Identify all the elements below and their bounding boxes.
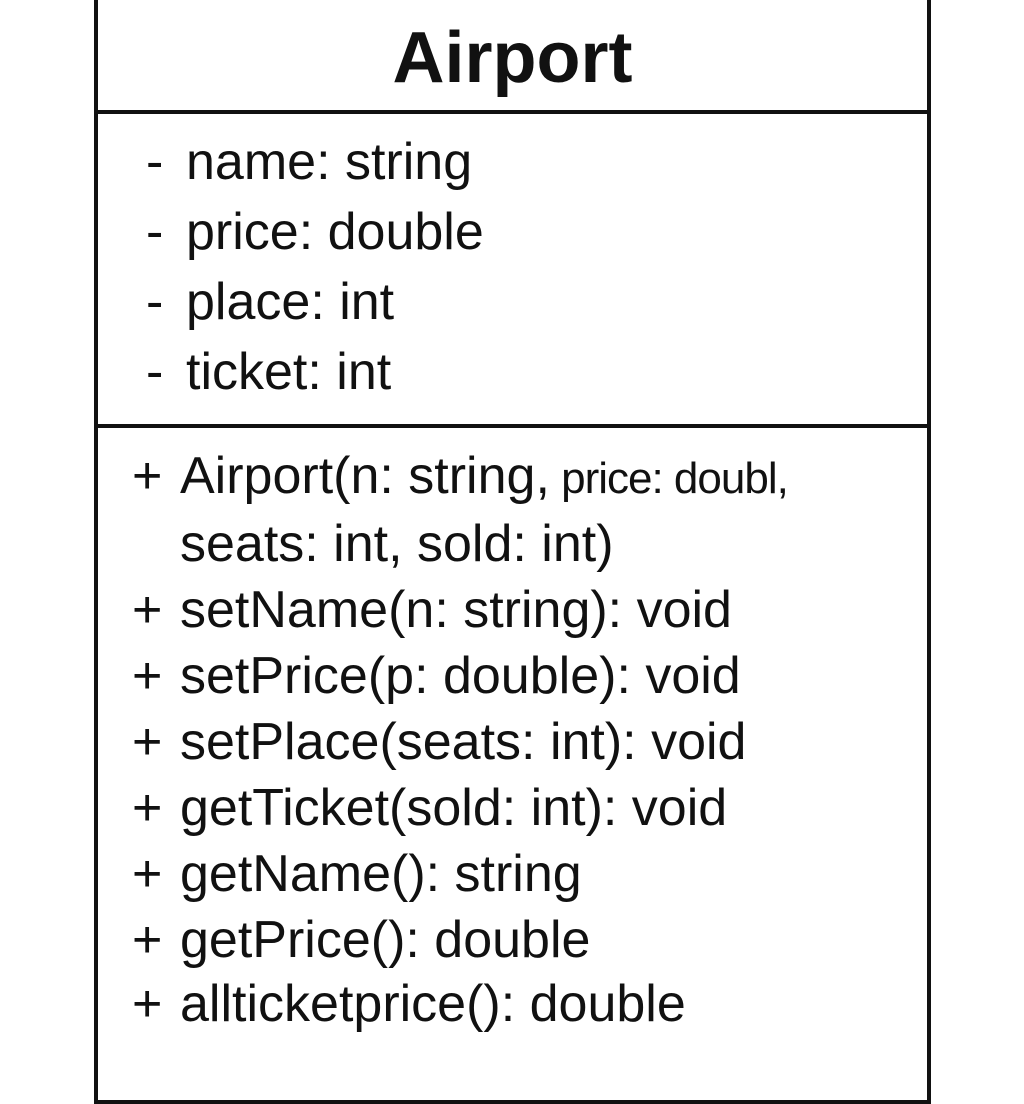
attribute-text: name: string [186,133,473,191]
operation-row [98,974,686,1034]
operation-text: getTicket(sold: int): void [180,779,728,837]
operation-row [98,778,727,838]
visibility-marker: + [132,975,163,1033]
operation-row-constructor [98,446,788,509]
operation-row [98,844,582,904]
visibility-marker: - [146,133,164,191]
operation-text: setName(n: string): void [180,581,732,639]
attribute-row [98,202,484,262]
visibility-marker: + [132,447,163,505]
class-name-compartment [98,0,927,114]
operation-row [98,580,732,640]
operation-text: seats: int, sold: int) [180,515,614,573]
operation-text: allticketprice(): double [180,975,686,1033]
operation-text: getName(): string [180,845,582,903]
operation-row [98,712,746,772]
visibility-marker: + [132,845,163,903]
attribute-text: place: int [186,273,395,331]
operation-row [98,910,590,970]
visibility-marker: - [146,343,164,401]
operation-text: setPrice(p: double): void [180,647,741,705]
attribute-row [98,342,391,402]
uml-class-box [94,0,931,1104]
class-name: Airport [392,18,633,98]
operation-row-continuation [98,514,614,574]
attributes-compartment [98,114,927,428]
attribute-row [98,272,394,332]
visibility-marker: + [132,713,163,771]
visibility-marker: + [132,581,163,639]
operation-text-tail: price: doubl, [549,454,788,503]
operation-row [98,646,741,706]
visibility-marker: + [132,911,163,969]
visibility-marker: + [132,647,163,705]
attribute-text: price: double [186,203,484,261]
visibility-marker: + [132,779,163,837]
visibility-marker: - [146,273,164,331]
attribute-text: ticket: int [186,343,392,401]
visibility-marker: - [146,203,164,261]
operation-text: Airport(n: string, [180,447,550,505]
attribute-row [98,132,472,192]
operation-text: setPlace(seats: int): void [180,713,747,771]
operation-text: getPrice(): double [180,911,591,969]
